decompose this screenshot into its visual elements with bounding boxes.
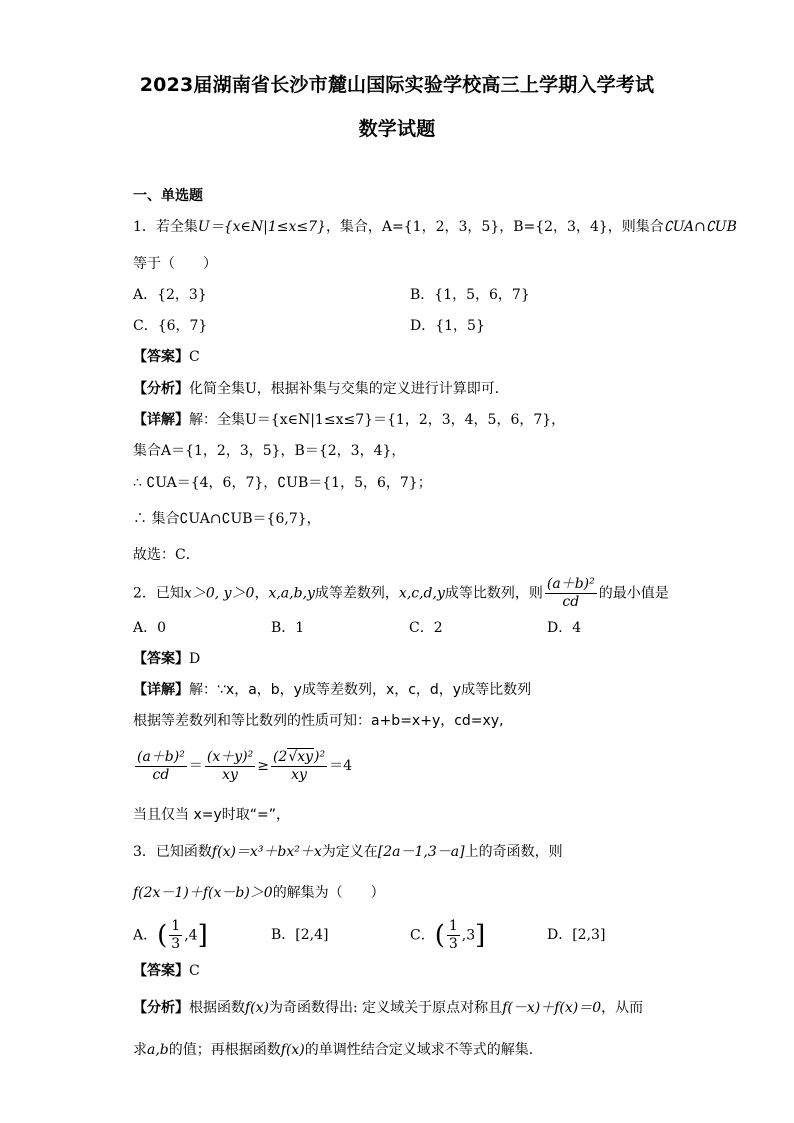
q2-detail-1 — [133, 681, 531, 699]
q2-eq-frac-2 — [205, 749, 255, 784]
q3-option-c-close: ] — [475, 920, 486, 951]
q1-option-d: D．{1，5} — [410, 318, 485, 334]
q3-answer-value: C — [189, 963, 200, 979]
q3-option-a-open: ( — [157, 920, 168, 951]
q3-analysis-1 — [133, 999, 643, 1017]
q1-detail-tag: 【详解】 — [133, 412, 189, 428]
q1-detail-2: 集合A＝{1，2，3，5}，B＝{2，3，4}， — [133, 443, 406, 459]
q2-option-b: B．1 — [271, 620, 305, 636]
q1-number: 1． — [133, 219, 156, 235]
q2-eq-frac-1-num: (a＋b)² — [137, 748, 185, 765]
section-heading: 一、单选题 — [133, 188, 203, 204]
q2-eq-frac-1-den: cd — [152, 766, 170, 783]
q2-detail-2: 根据等差数列和等比数列的性质可知：a+b=x+y，cd=xy, — [133, 713, 504, 729]
q1-option-a: A．{2，3} — [133, 287, 207, 303]
q2-answer — [133, 650, 200, 668]
q1-analysis — [133, 380, 509, 398]
q1-answer-value: C — [189, 349, 200, 365]
q2-answer-tag: 【答案】 — [133, 651, 189, 667]
q3-analysis-2-ab: a,b — [147, 1042, 169, 1058]
q3-option-a — [133, 918, 208, 953]
q2-text-d: 的最小值是 — [598, 585, 669, 602]
q1-text-mid: ，集合，A={1，2，3，5}，B={2，3，4}，则集合 — [325, 219, 664, 235]
q3-prefix: 已知函数 — [155, 844, 212, 860]
q1-expr: ∁UA∩∁UB — [663, 219, 737, 235]
q3-option-a-num: 1 — [171, 918, 181, 934]
q3-analysis-1-eq: f(－x)＋f(x)＝0 — [502, 1000, 602, 1016]
q2-stem — [133, 576, 669, 611]
q3-analysis-tag: 【分析】 — [133, 1000, 189, 1016]
q2-eq-sqrt-body: xy — [297, 748, 314, 765]
q2-detail-tag: 【详解】 — [133, 682, 189, 698]
q1-option-b: B．{1，5，6，7} — [410, 287, 530, 303]
q3-option-c — [410, 918, 485, 953]
q3-analysis-1c: ，从而 — [601, 1000, 644, 1016]
q2-text-c: 成等比数列，则 — [444, 585, 543, 602]
q1-detail-5: 故选：C． — [133, 547, 200, 563]
q3-option-c-tail: ,3 — [461, 927, 476, 944]
q3-analysis-1b: 为奇函数得出: 定义域关于原点对称且 — [269, 1000, 503, 1016]
q2-option-a: A．0 — [133, 620, 167, 636]
q2-eq-frac-3-post: )² — [314, 748, 326, 765]
q2-fraction-num: (a＋b)² — [546, 576, 595, 592]
q2-detail-text-1: 解：∵x，a，b，y成等差数列，x，c，d，y成等比数列 — [189, 682, 532, 698]
q3-analysis-1a: 根据函数 — [189, 1000, 245, 1016]
q2-seq-geom: x,c,d,y — [398, 585, 445, 602]
q2-condition: x＞0, y＞0 — [183, 585, 255, 602]
q3-stem-line2 — [133, 884, 385, 902]
q2-eq-frac-3-den: xy — [291, 766, 307, 783]
q1-detail-text-1: 解：全集U＝{x∈N|1≤x≤7}＝{1，2，3，4，5，6，7}， — [189, 412, 566, 428]
q3-answer — [133, 962, 200, 980]
q3-analysis-1-fx: f(x) — [245, 1000, 270, 1016]
q3-text-a: 为定义在 — [321, 844, 378, 860]
q2-eq-frac-3 — [271, 749, 327, 784]
q3-option-a-den: 3 — [171, 936, 181, 952]
q2-fraction — [545, 576, 597, 611]
q3-option-a-label: A． — [133, 927, 158, 944]
q3-analysis-2-fx: f(x) — [280, 1042, 305, 1058]
q1-analysis-tag: 【分析】 — [133, 381, 189, 397]
q3-option-a-tail: ,4 — [184, 927, 198, 944]
q2-prefix: 已知 — [155, 585, 184, 602]
q1-detail-3: ∴ ∁UA＝{4，6，7}，∁UB＝{1，5，6，7}； — [133, 475, 432, 491]
q3-option-c-label: C． — [410, 927, 435, 944]
q3-domain: [2a－1,3－a] — [377, 844, 465, 860]
q3-text-b: 上的奇函数，则 — [464, 844, 563, 860]
q3-function: f(x)＝x³＋bx²＋x — [211, 844, 322, 860]
q2-text-b: 成等差数列， — [314, 585, 399, 602]
q1-analysis-text: 化简全集U，根据补集与交集的定义进行计算即可． — [189, 381, 509, 397]
q2-eq-sqrt: √xy — [288, 748, 314, 765]
q3-option-b: B．[2,4] — [271, 927, 329, 943]
q3-option-d: D．[2,3] — [547, 927, 606, 943]
q3-option-c-den: 3 — [448, 936, 458, 952]
q3-option-a-close: ] — [197, 920, 208, 951]
q1-stem — [133, 218, 737, 236]
q2-eq-frac-2-num: (x＋y)² — [206, 748, 254, 765]
q1-answer-tag: 【答案】 — [133, 349, 189, 365]
q2-detail-3: 当且仅当 x=y时取“=”， — [133, 807, 290, 823]
q2-answer-value: D — [189, 651, 201, 667]
q2-eq-frac-1 — [135, 749, 187, 784]
q2-eq-frac-3-pre: (2 — [272, 748, 288, 765]
q3-analysis-2a: 求 — [133, 1042, 147, 1058]
q2-number: 2． — [133, 585, 156, 602]
q3-inequality: f(2x－1)＋f(x－b)＞0 — [133, 885, 273, 901]
q2-fraction-den: cd — [562, 594, 580, 610]
q1-set-u: U＝{x∈N|1≤x≤7} — [197, 219, 326, 235]
q3-option-c-frac — [447, 918, 460, 953]
q3-analysis-2 — [133, 1041, 533, 1059]
q2-eq-geq: ≥ — [257, 758, 269, 774]
q3-analysis-2b: 的值；再根据函数 — [168, 1042, 281, 1058]
q2-seq-arith: x,a,b,y — [268, 585, 315, 602]
q3-option-c-num: 1 — [448, 918, 458, 934]
q2-eq-result: ＝4 — [329, 758, 353, 774]
q3-number: 3． — [133, 844, 156, 860]
q3-analysis-2c: 的单调性结合定义域求不等式的解集. — [304, 1042, 534, 1058]
q1-detail-4: ∴ 集合∁UA∩∁UB＝{6,7}， — [133, 511, 321, 527]
q2-equation — [133, 746, 352, 786]
q2-eq-equals: ＝ — [188, 758, 203, 774]
q2-eq-frac-2-den: xy — [222, 766, 238, 783]
q2-option-c: C．2 — [409, 620, 443, 636]
q3-stem — [133, 843, 563, 861]
q2-option-d: D．4 — [547, 620, 582, 636]
q3-text-c: 的解集为（ ） — [272, 885, 385, 901]
q3-option-a-frac — [169, 918, 182, 953]
q2-text-a: ， — [254, 585, 269, 602]
q1-answer — [133, 348, 200, 366]
q2-eq-frac-3-num — [271, 749, 327, 767]
q1-stem-line2: 等于（ ） — [133, 256, 217, 272]
document-subtitle: 数学试题 — [358, 118, 436, 140]
q1-option-c: C．{6，7} — [133, 318, 208, 334]
document-title: 2023届湖南省长沙市麓山国际实验学校高三上学期入学考试 — [139, 74, 655, 96]
q1-prefix: 若全集 — [155, 219, 198, 235]
q3-answer-tag: 【答案】 — [133, 963, 189, 979]
q1-detail-1 — [133, 411, 565, 429]
q3-option-c-open: ( — [434, 920, 445, 951]
